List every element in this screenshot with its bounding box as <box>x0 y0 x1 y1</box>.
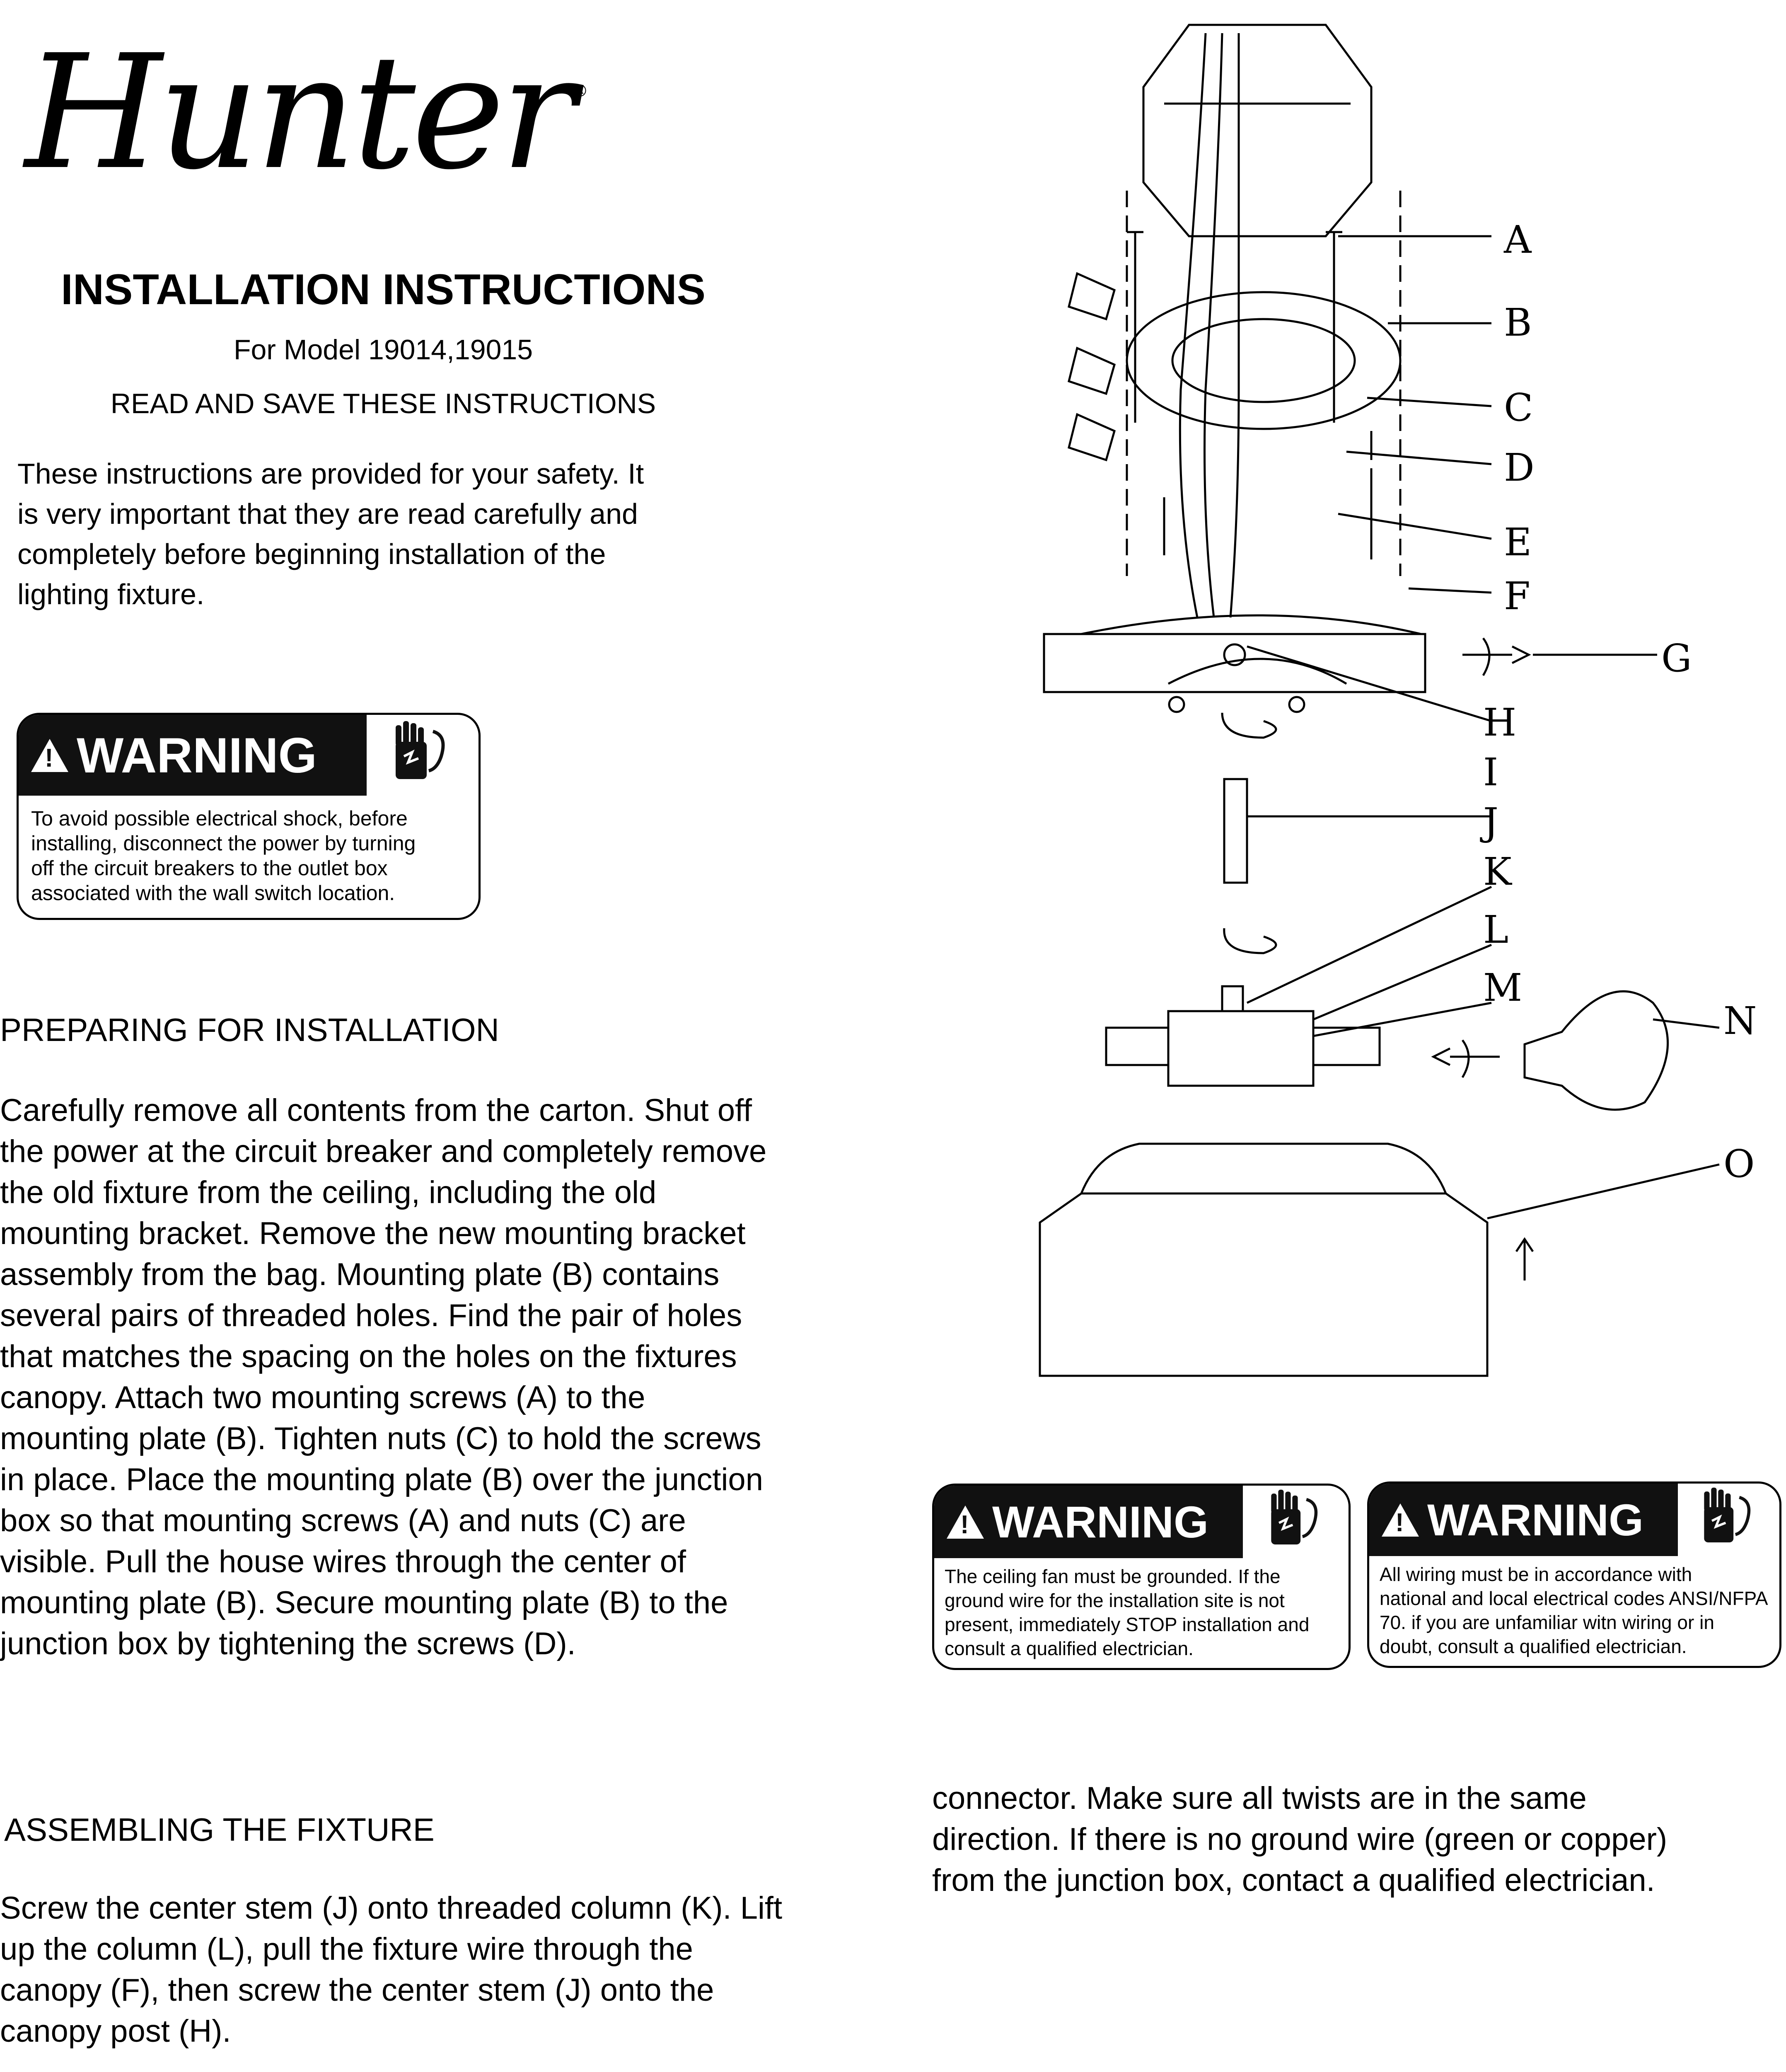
warning-text: To avoid possible electrical shock, before installing, disconnect the power by turning off the circuit breakers to the outlet box associated with the wall switch location. <box>31 807 416 905</box>
light-bulb <box>1525 991 1668 1110</box>
preparing-paragraph: Carefully remove all contents from the carton. Shut off the power at the circuit breaker and completely remove the old fixture from the ceiling, including the old mounting bracket. Remove the new mounting bracket assembly from the bag. Mounting plate (B) contains several pairs of threaded holes. Find the pair of holes that matches the spacing on the holes on the fixtures canopy. Attach two mounting screws (A) to the mounting plate (B). Tighten nuts (C) to hold the screws in place. Place the mounting plate (B) over the junction box so that mounting screws (A) and nuts (C) are visible. Pull the house wires through the center of mounting plate (B). Secure mounting plate (B) to the junction box by tightening the screws (D). <box>0 1093 767 1661</box>
mounting-plate <box>1127 292 1400 429</box>
warning-box-grounding <box>932 1484 1351 1670</box>
label-d: D <box>1504 445 1535 490</box>
label-e: E <box>1504 520 1532 564</box>
label-g: G <box>1661 636 1692 680</box>
warning-label: WARNING <box>992 1497 1208 1547</box>
warning-box-power <box>17 713 481 920</box>
warning-box-wiring <box>1367 1481 1781 1668</box>
wire-nut-3 <box>1069 414 1114 460</box>
junction-box <box>1143 25 1371 236</box>
warning-band <box>934 1486 1243 1558</box>
label-a: A <box>1504 218 1532 262</box>
warning-band <box>1369 1484 1678 1556</box>
page-title: INSTALLATION INSTRUCTIONS <box>60 266 706 314</box>
wire-nut-1 <box>1069 274 1114 319</box>
warning-label: WARNING <box>77 727 317 783</box>
wire-nut-2 <box>1069 348 1114 394</box>
warning-triangle-icon: ! <box>947 1506 984 1539</box>
label-l: L <box>1483 908 1509 952</box>
center-stem <box>1224 779 1247 883</box>
label-k: K <box>1483 850 1512 894</box>
glass-shade <box>1040 1144 1487 1376</box>
warning-text: All wiring must be in accordance with national and local electrical codes ANSI/NFPA 70. if you are unfamiliar witn wiring or in doubt, consult a qualified electrician. <box>1380 1564 1768 1657</box>
assembling-paragraph: Screw the center stem (J) onto threaded column (K). Lift up the column (L), pull the fixture wire through the canopy (F), then screw the center stem (J) onto the canopy post (H). <box>0 1890 783 2049</box>
section-heading-preparing: PREPARING FOR INSTALLATION <box>0 1012 499 1048</box>
label-n: N <box>1723 999 1757 1043</box>
warning-text: The ceiling fan must be grounded. If the ground wire for the installation site is not present, immediately STOP installation and consult a qualified electrician. <box>945 1566 1310 1659</box>
label-j: J <box>1483 800 1498 844</box>
model-subtitle: For Model 19014,19015 <box>233 334 533 366</box>
label-o: O <box>1723 1142 1755 1186</box>
read-save-notice: READ AND SAVE THESE INSTRUCTIONS <box>110 388 656 419</box>
label-b: B <box>1504 300 1532 345</box>
intro-paragraph: These instructions are provided for your safety. It is very important that they are read carefully and completely before beginning installation of the lighting fixture. <box>17 457 644 610</box>
shock-hand-icon <box>379 719 462 794</box>
connecting-paragraph-continued: connector. Make sure all twists are in the same direction. If there is no ground wire (green or copper) from the junction box, contact a qualified electrician. <box>932 1781 1668 1898</box>
socket-body <box>1168 1011 1313 1086</box>
warning-band <box>19 715 367 796</box>
warning-label: WARNING <box>1427 1495 1643 1545</box>
exploded-diagram <box>974 17 1786 1392</box>
label-i: I <box>1483 750 1498 794</box>
label-f: F <box>1504 574 1530 618</box>
warning-triangle-icon: ! <box>31 739 68 772</box>
label-m: M <box>1483 966 1523 1010</box>
hunter-logo: Hunter® <box>25 21 585 204</box>
section-heading-assembling: ASSEMBLING THE FIXTURE <box>4 1811 435 1848</box>
shock-hand-icon <box>1686 1486 1769 1556</box>
label-c: C <box>1504 385 1533 430</box>
warning-triangle-icon: ! <box>1382 1503 1419 1537</box>
shock-hand-icon <box>1253 1488 1336 1558</box>
label-h: H <box>1483 700 1517 745</box>
